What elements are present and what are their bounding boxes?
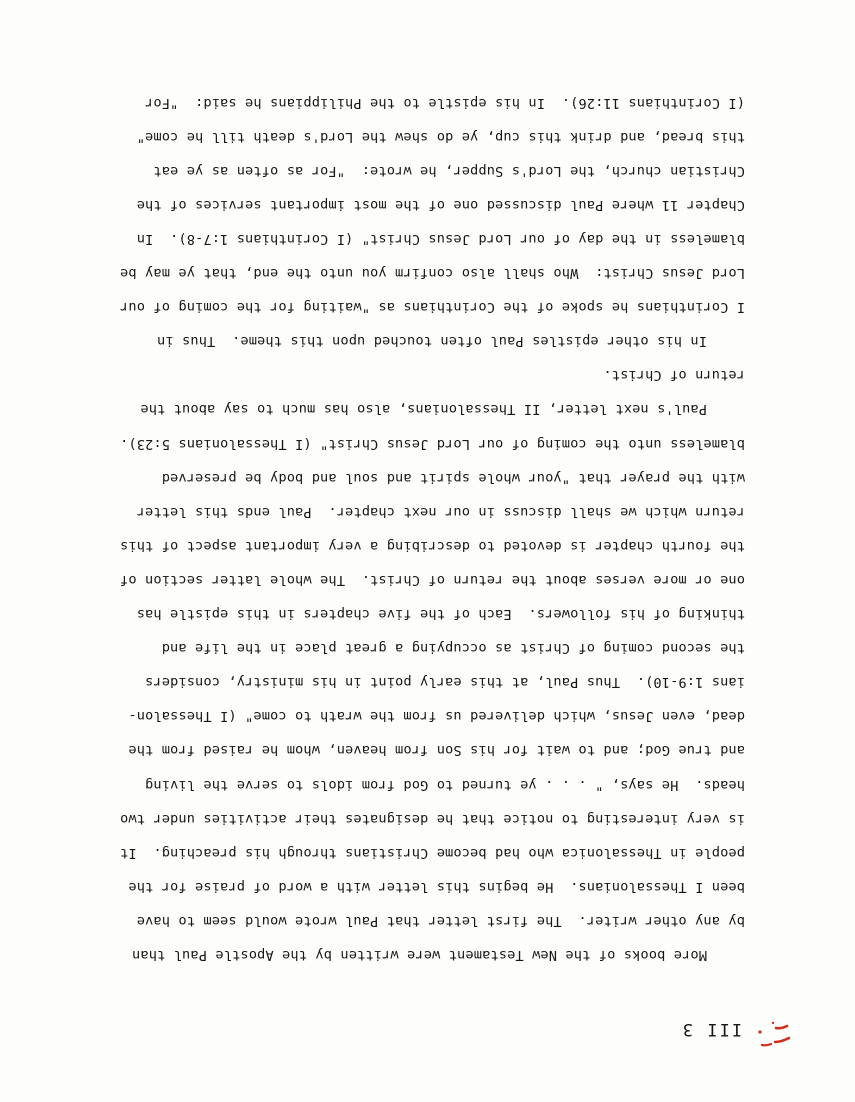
text-line: thinking of his followers. Each of the five chapters in this epistle has — [136, 606, 745, 623]
text-line: Christian church, the Lord's Supper, he wrote: "For as often as ye eat — [153, 162, 745, 179]
page-number: III 3 — [680, 1019, 742, 1039]
red-ink-marks — [743, 1016, 793, 1056]
text-line: blameless in the day of our Lord Jesus Christ" (I Corinthians 1:7-8). In — [136, 231, 745, 248]
text-line: (I Corinthians 11:26). In his epistle to the Philippians he said: "For — [144, 94, 745, 111]
text-line: Lord Jesus Christ: Who shall also confirm you unto the end, that ye may be — [119, 265, 745, 282]
text-line: one or more verses about the return of Christ. The whole latter section of — [119, 571, 745, 588]
text-line: Paul's next letter, II Thessalonians, also has much to say about the — [140, 401, 707, 418]
paragraph-2 — [105, 358, 745, 426]
text-line: people in Thessalonica who had become Christians through his preaching. It — [119, 844, 745, 861]
text-line: return of Christ. — [603, 367, 745, 384]
text-line: Chapter 11 where Paul discussed one of the most important services of the — [136, 196, 745, 213]
text-line: I Corinthians he spoke of the Corinthians as "waiting for the coming of our — [119, 299, 745, 316]
red-ink-mark — [775, 1038, 789, 1042]
body-text — [105, 86, 745, 972]
text-line: ians 1:9-10). Thus Paul, at this early point in his ministry, considers — [144, 674, 745, 691]
red-ink-mark — [762, 1044, 771, 1045]
paragraph-3 — [105, 86, 745, 359]
text-line: is very interesting to notice that he designates their activities under two — [119, 810, 745, 827]
text-line: return which we shall discuss in our next chapter. Paul ends this letter — [136, 503, 745, 520]
text-line: More books of the New Testament were written by the Apostle Paul than — [131, 947, 707, 963]
text-line: this bread, and drink this cup, ye do shew the Lord's death till he come" — [136, 128, 745, 145]
paragraph-1 — [105, 427, 745, 973]
red-ink-dot — [758, 1030, 761, 1033]
text-line: dead, even Jesus, which delivered us from the wrath to come" (I Thessalon- — [128, 708, 745, 725]
text-line: the fourth chapter is devoted to describing a very important aspect of this — [119, 537, 745, 554]
text-line: with the prayer that "your whole spirit and soul and body be preserved — [161, 469, 745, 486]
text-line: In his other epistles Paul often touched upon this theme. Thus in — [156, 333, 707, 350]
text-line: the second coming of Christ as occupying a great place in the life and — [161, 640, 745, 657]
red-ink-mark — [776, 1026, 787, 1028]
red-ink-dot — [772, 1022, 774, 1024]
text-line: been I Thessalonians. He begins this letter with a word of praise for the — [128, 878, 745, 895]
text-line: heads. He says, " . . . ye turned to God from idols to serve the living — [144, 776, 745, 793]
text-line: by any other writer. The first letter that Paul wrote would seem to have — [136, 912, 745, 929]
text-line: and true God; and to wait for his Son from heaven, whom he raised from the — [128, 742, 745, 759]
text-line: blameless unto the coming of our Lord Jesus Christ" (I Thessalonians 5:23). — [119, 435, 745, 452]
